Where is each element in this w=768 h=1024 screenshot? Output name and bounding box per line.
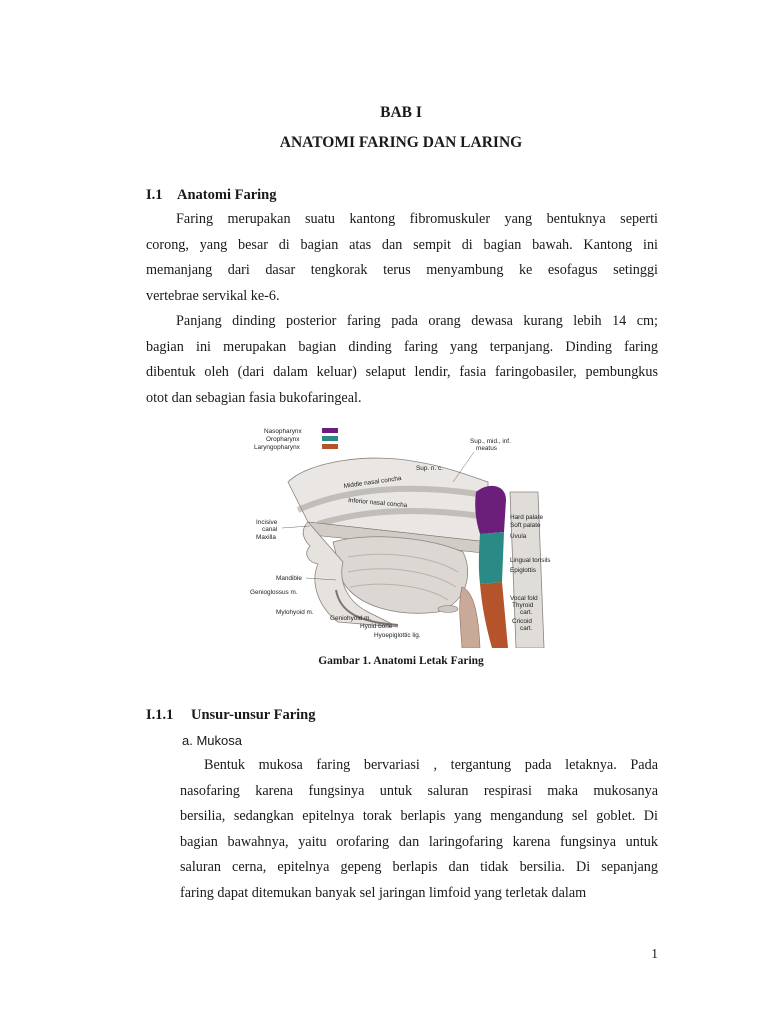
paragraph-faring-definition bbox=[146, 207, 658, 309]
label-thyroid-cart: cart. bbox=[520, 609, 533, 616]
paragraph-mukosa bbox=[180, 753, 658, 906]
section-number: I.1.1 bbox=[146, 707, 174, 723]
text-line: saluran cerna, epitelnya gepeng berlapis dan tidak bersilia. Di sepanjang bbox=[180, 859, 658, 875]
label-canal: canal bbox=[262, 526, 278, 533]
figure-caption: Gambar 1. Anatomi Letak Faring bbox=[318, 655, 484, 667]
pharynx-anatomy-illustration bbox=[248, 422, 562, 648]
label-uvula: Uvula bbox=[510, 533, 527, 540]
label-vocal-fold: Vocal fold bbox=[510, 595, 538, 602]
label-hyoepiglottic: Hyoepiglottic lig. bbox=[374, 632, 421, 639]
section-number: I.1 bbox=[146, 187, 163, 203]
label-geniohyoid: Geniohyoid m. bbox=[330, 615, 372, 622]
larynx-shape bbox=[460, 587, 480, 648]
chapter-label: BAB I bbox=[380, 104, 422, 121]
label-lingual-tonsils: Lingual tonsils bbox=[510, 557, 551, 564]
legend-swatch-nasopharynx bbox=[322, 428, 338, 433]
section-heading-1-1-1 bbox=[146, 707, 316, 724]
label-incisive: Incisive bbox=[256, 519, 278, 526]
label-hard-palate: Hard palate bbox=[510, 514, 544, 521]
text-line: dibentuk oleh (dari dalam keluar) selaput lendir, fasia faringobasiler, pembungkus bbox=[146, 364, 658, 380]
label-inferior-nasal-concha: Inferior nasal concha bbox=[347, 497, 408, 510]
text-line: corong, yang besar di bagian atas dan sempit di bagian bawah. Kantong ini bbox=[146, 236, 658, 253]
label-genioglossus: Genioglossus m. bbox=[250, 589, 298, 596]
text-line: vertebrae servikal ke-6. bbox=[146, 287, 280, 304]
text-line: bagian bawahnya, yaitu orofaring dan laringofaring karena fungsinya untuk bbox=[180, 833, 658, 850]
label-mylohyoid: Mylohyoid m. bbox=[276, 609, 314, 616]
label-thyroid: Thyroid bbox=[512, 602, 534, 609]
text-line: nasofaring karena fungsinya untuk saluran respirasi maka mukosanya bbox=[180, 782, 658, 799]
section-heading-1-1 bbox=[146, 187, 276, 204]
text-line: Panjang dinding posterior faring pada orang dewasa kurang lebih 14 cm; bbox=[176, 313, 658, 329]
hyoid-bone-shape bbox=[438, 606, 458, 613]
text-line: memanjang dari dasar tengkorak terus menyambung ke esofagus setinggi bbox=[146, 262, 658, 278]
legend-swatch-oropharynx bbox=[322, 436, 338, 441]
page-number: 1 bbox=[651, 946, 658, 961]
nasopharynx-region bbox=[475, 486, 506, 534]
section-title: Unsur-unsur Faring bbox=[191, 707, 316, 723]
text-line: Faring merupakan suatu kantong fibromuskuler yang bentuknya seperti bbox=[176, 211, 658, 227]
text-line: faring dapat ditemukan banyak sel jaringan limfoid yang terletak dalam bbox=[180, 884, 587, 901]
legend-label-oropharynx: Oropharynx bbox=[266, 436, 300, 443]
oropharynx-region bbox=[479, 532, 504, 584]
label-maxilla: Maxilla bbox=[256, 534, 276, 541]
subitem-mukosa: a. Mukosa bbox=[182, 733, 242, 748]
label-cricoid-cart: cart. bbox=[520, 625, 533, 632]
paragraph-faring-wall bbox=[146, 309, 658, 411]
legend-swatch-laryngopharynx bbox=[322, 444, 338, 449]
chapter-title: ANATOMI FARING DAN LARING bbox=[279, 134, 523, 151]
section-title: Anatomi Faring bbox=[177, 187, 277, 203]
text-line: bersilia, sedangkan epitelnya torak berlapis yang mengandung sel goblet. Di bbox=[180, 808, 658, 824]
legend-label-laryngopharynx: Laryngopharynx bbox=[254, 444, 300, 451]
label-sup-nc: Sup. n. c. bbox=[416, 465, 443, 472]
pharynx-anatomy-figure bbox=[248, 422, 562, 648]
label-meatus: meatus bbox=[476, 445, 497, 452]
laryngopharynx-region bbox=[480, 582, 508, 648]
text-line: bagian ini merupakan bagian dinding faring yang terpanjang. Dinding faring bbox=[146, 338, 658, 355]
label-mandible: Mandible bbox=[276, 575, 302, 582]
legend-label-nasopharynx: Nasopharynx bbox=[264, 428, 302, 435]
label-cricoid: Cricoid bbox=[512, 618, 532, 625]
label-hyoid-bone: Hyoid bone bbox=[360, 623, 393, 630]
label-epiglottis: Epiglottis bbox=[510, 567, 536, 574]
label-sup-mid-inf: Sup., mid., inf. bbox=[470, 438, 511, 445]
text-line: Bentuk mukosa faring bervariasi , tergantung pada letaknya. Pada bbox=[204, 757, 658, 773]
label-middle-nasal-concha: Middle nasal concha bbox=[343, 474, 402, 490]
label-soft-palate: Soft palate bbox=[510, 522, 541, 529]
text-line: otot dan sebagian fasia bukofaringeal. bbox=[146, 389, 362, 406]
